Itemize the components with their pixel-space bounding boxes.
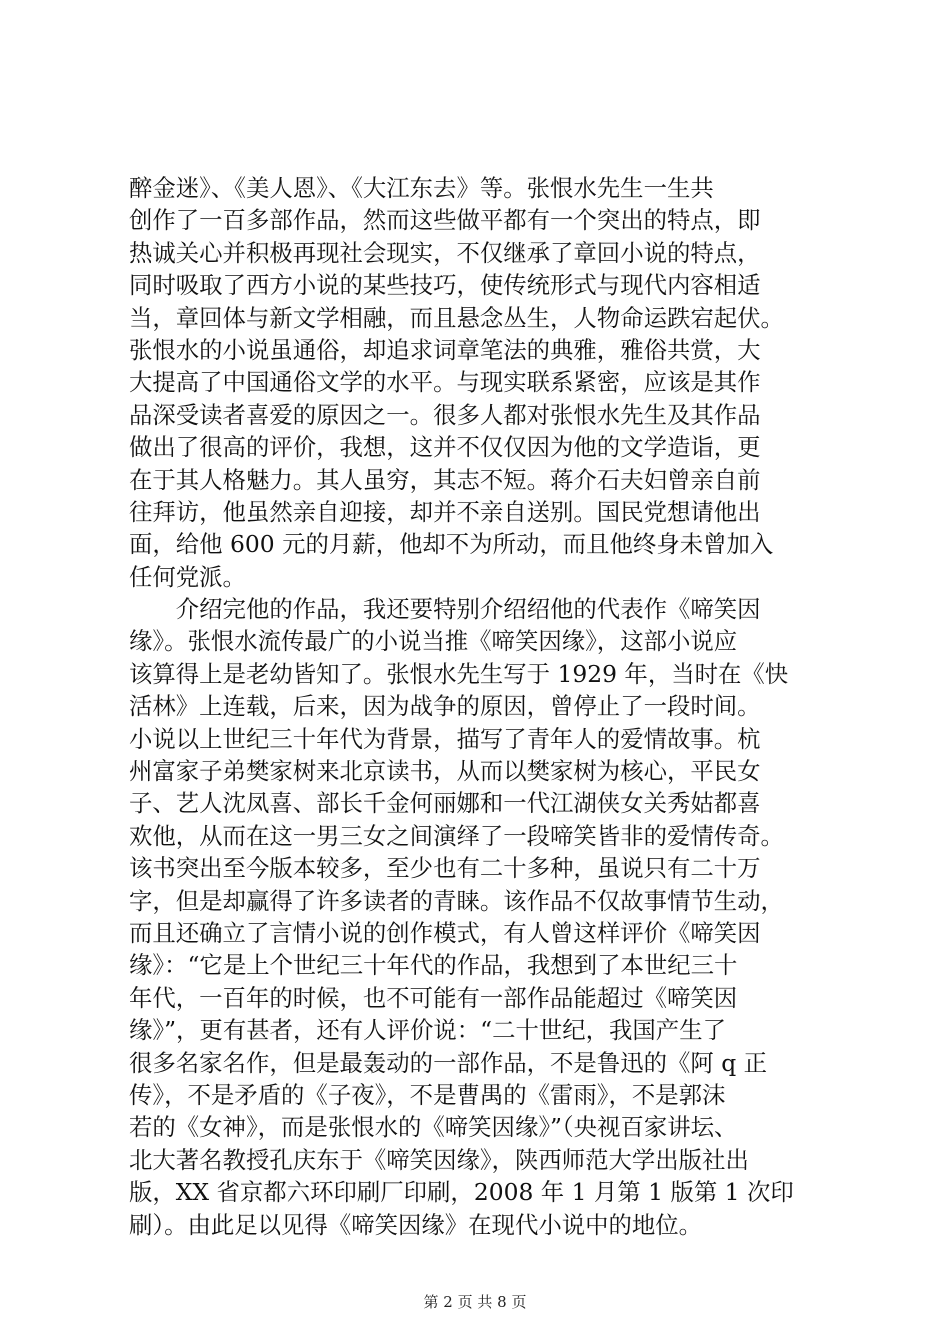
text-line: 当，章回体与新文学相融，而且悬念丛生，人物命运跌宕起伏。 [129, 303, 784, 332]
text-line: 往拜访，他虽然亲自迎接，却并不亲自送别。国民党想请他出 [129, 497, 761, 526]
text-line: 张恨水的小说虽通俗，却追求词章笔法的典雅，雅俗共赏，大 [129, 335, 761, 364]
text-line: 在于其人格魅力。其人虽穷，其志不短。蒋介石夫妇曾亲自前 [129, 465, 761, 494]
text-line: 子、艺人沈凤喜、部长千金何丽娜和一代江湖侠女关秀姑都喜 [129, 789, 761, 818]
text-line: 任何党派。 [129, 562, 246, 591]
text-line: 活林》上连载，后来，因为战争的原因，曾停止了一段时间。 [129, 692, 761, 721]
text-line: 该算得上是老幼皆知了。张恨水先生写于 1929 年，当时在《快 [129, 659, 789, 688]
text-line: 很多名家名作，但是最轰动的一部作品，不是鲁迅的《阿 q 正 [129, 1048, 767, 1077]
text-line: 同时吸取了西方小说的某些技巧，使传统形式与现代内容相适 [129, 271, 761, 300]
page-footer: 第 2 页 共 8 页 [423, 1293, 527, 1311]
text-line: 该书突出至今版本较多，至少也有二十多种，虽说只有二十万 [129, 854, 761, 883]
text-line: 缘》。张恨水流传最广的小说当推《啼笑因缘》，这部小说应 [129, 627, 738, 656]
text-line: 创作了一百多部作品，然而这些做平都有一个突出的特点，即 [129, 206, 761, 235]
text-line: 州富家子弟樊家树来北京读书，从而以樊家树为核心，平民女 [129, 757, 761, 786]
text-line: 介绍完他的作品，我还要特别介绍绍他的代表作《啼笑因 [129, 595, 761, 624]
text-line: 醉金迷》、《美人恩》、《大江东去》等。张恨水先生一生共 [129, 174, 714, 202]
text-line: 传》，不是矛盾的《子夜》，不是曹禺的《雷雨》，不是郭沫 [129, 1080, 726, 1109]
text-line: 若的《女神》，而是张恨水的《啼笑因缘》”（央视百家讲坛、 [129, 1113, 738, 1142]
text-line: 北大著名教授孔庆东于《啼笑因缘》，陕西师范大学出版社出 [129, 1145, 749, 1174]
text-line: 做出了很高的评价，我想，这并不仅仅因为他的文学造诣，更 [129, 433, 761, 462]
text-line: 热诚关心并积极再现社会现实，不仅继承了章回小说的特点， [129, 238, 761, 267]
text-line: 面，给他 600 元的月薪，他却不为所动，而且他终身未曾加入 [129, 530, 774, 559]
text-line: 缘》：“它是上个世纪三十年代的作品，我想到了本世纪三十 [129, 951, 738, 980]
text-line: 缘》”，更有甚者，还有人评价说：“二十世纪，我国产生了 [129, 1016, 726, 1045]
text-line: 字，但是却赢得了许多读者的青睐。该作品不仅故事情节生动， [129, 886, 784, 915]
text-line: 而且还确立了言情小说的创作模式，有人曾这样评价《啼笑因 [129, 918, 761, 947]
body-text [129, 172, 849, 1241]
text-line: 大提高了中国通俗文学的水平。与现实联系紧密，应该是其作 [129, 368, 761, 397]
text-line: 年代，一百年的时候，也不可能有一部作品能超过《啼笑因 [129, 983, 738, 1012]
text-line: 欢他，从而在这一男三女之间演绎了一段啼笑皆非的爱情传奇。 [129, 821, 784, 850]
text-line: 版，XX 省京都六环印刷厂印刷，2008 年 1 月第 1 版第 1 次印 [129, 1178, 794, 1207]
text-line: 小说以上世纪三十年代为背景，描写了青年人的爱情故事。杭 [129, 724, 761, 753]
text-line: 品深受读者喜爱的原因之一。很多人都对张恨水先生及其作品 [129, 400, 761, 429]
text-line: 刷）。由此足以见得《啼笑因缘》在现代小说中的地位。 [129, 1210, 703, 1239]
